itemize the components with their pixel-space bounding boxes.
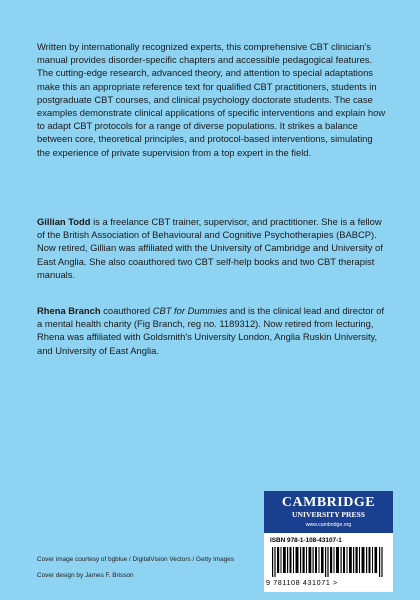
book-title-reference: CBT for Dummies (152, 305, 228, 316)
author-bio-todd (37, 215, 387, 281)
publisher-box (264, 491, 393, 592)
publisher-url: www.cambridge.org (305, 522, 352, 528)
author-name: Rhena Branch (37, 305, 101, 316)
cover-design-credit: Cover design by James F. Brisson (37, 572, 134, 579)
author-bio-text: coauthored (100, 305, 153, 316)
author-bio-branch (37, 304, 387, 357)
author-name: Gillian Todd (37, 216, 91, 227)
barcode-number: 9 781108 431071 > (266, 578, 338, 587)
book-description: Written by internationally recognized experts, this comprehensive CBT clinician's manual provides disorder-specific chapters and accessible pedagogical features. The cutting-edge research, advanced theory, and attention to special adaptations make this an appropriate reference text for qualified CBT practitioners, students in postgraduate CBT courses, and clinical psychology doctorate students. The case examples demonstrate clinical applications of specific interventions and explain how to adapt CBT protocols for a range of diverse populations. It strikes a balance between core, theoretical principles, and protocol-based interventions, simulating the experience of private supervision from a top expert in the field. (37, 41, 386, 158)
barcode-icon (272, 547, 385, 577)
publisher-press: UNIVERSITY PRESS (292, 510, 365, 519)
publisher-name: CAMBRIDGE (281, 495, 376, 510)
publisher-logo (264, 491, 393, 533)
cover-image-credit: Cover image courtesy of bgblue / DigitalVision Vectors / Getty Images (37, 556, 235, 563)
isbn-label: ISBN 978-1-108-43107-1 (270, 537, 342, 544)
author-bio-text: and is the clinical lead and director of a mental health charity (Fig Branch, reg no. 1189312). Now retired from lecturing, Rhena was affiliated with Goldsmith's University London, Anglia Ruskin University, and University of East Anglia. (37, 305, 385, 356)
author-bio-text: is a freelance CBT trainer, supervisor, and practitioner. She is a fellow of the British Association of Behavioural and Cognitive Psychotherapies (BABCP). Now retired, Gillian was affiliated with the University of Cambridge and University of East Anglia. She also coauthored two CBT self-help books and two CBT therapist manuals. (37, 216, 383, 280)
